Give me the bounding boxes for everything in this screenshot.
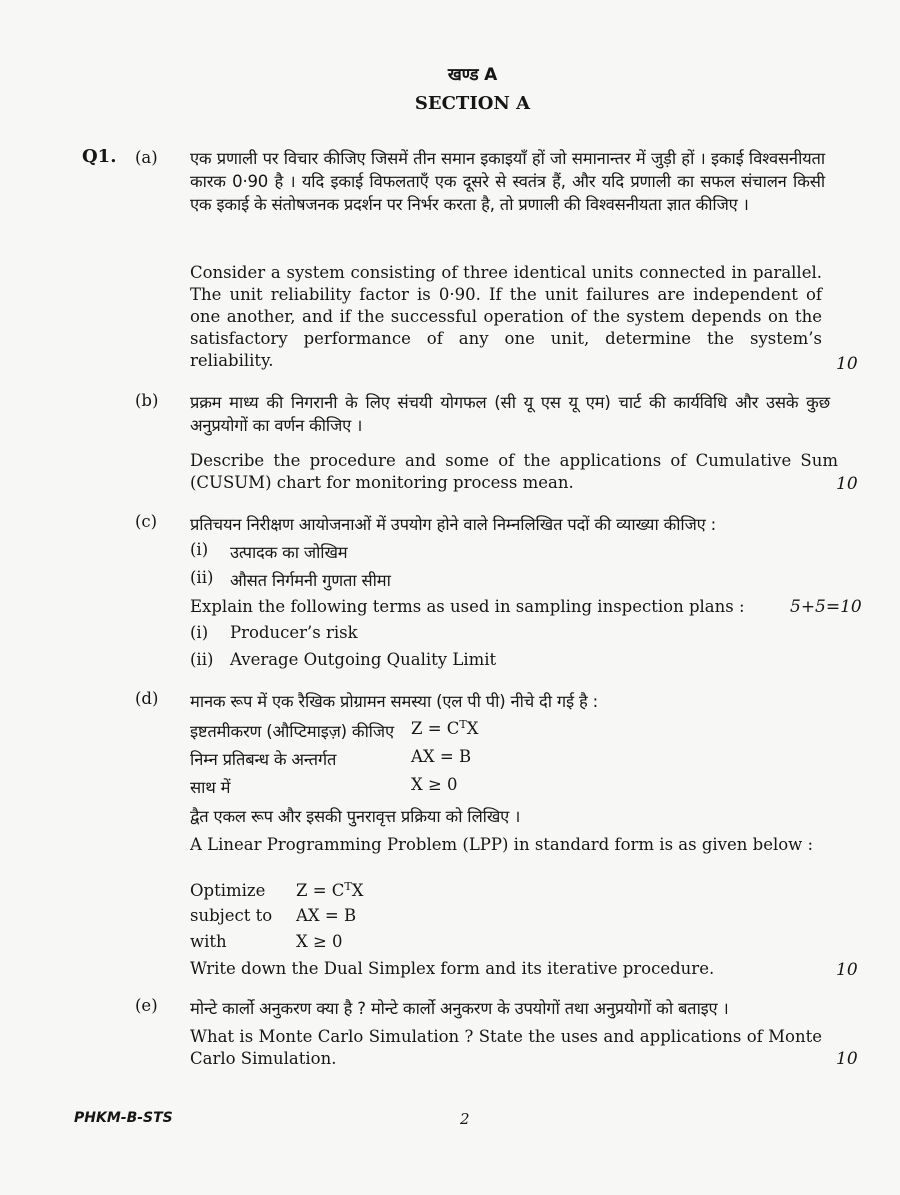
question-number: Q1. bbox=[82, 146, 117, 167]
part-d-english-row-2-right: AX = B bbox=[296, 906, 357, 925]
part-a-label: (a) bbox=[135, 148, 158, 167]
objective-rhs: X bbox=[466, 719, 479, 738]
part-c-english-item-num-2: (ii) bbox=[190, 650, 214, 669]
part-c-hindi-text: प्रतिचयन निरीक्षण आयोजनाओं में उपयोग होने वाले निम्नलिखित पदों की व्याख्या कीजिए : bbox=[190, 515, 716, 534]
part-c-label: (c) bbox=[135, 512, 158, 531]
part-d-hindi-tail: द्वैत एकल रूप और इसकी पुनरावृत्त प्रक्रिया को लिखिए । bbox=[190, 807, 521, 826]
part-e-english-text: What is Monte Carlo Simulation ? State the uses and applications of Monte Carlo Simulation. bbox=[190, 1027, 822, 1068]
part-d-english-row-3-left: with bbox=[190, 932, 227, 951]
part-d-hindi-row-1-left: इष्टतमीकरण (औप्टिमाइज़) कीजिए bbox=[190, 722, 394, 741]
part-c-hindi-item-1: उत्पादक का जोखिम bbox=[230, 543, 348, 562]
part-b-english-text: Describe the procedure and some of the applications of Cumulative Sum (CUSUM) chart for monitoring process mean. bbox=[190, 451, 838, 492]
part-a-english-text: Consider a system consisting of three identical units connected in parallel. The unit reliability factor is 0·90. If the unit failures are independent of one another, and if the successful operation of the system depends on the satisfactory performance of any one unit, determine the system’s reliability. bbox=[190, 263, 822, 370]
part-b-hindi-text: प्रक्रम माध्य की निगरानी के लिए संचयी योगफल (सी यू एस यू एम) चार्ट की कार्यविधि और उसके कुछ अनुप्रयोगों का वर्णन कीजिए । bbox=[190, 393, 830, 435]
section-heading-hindi: खण्ड A bbox=[447, 65, 498, 85]
part-d-hindi-text: मानक रूप में एक रैखिक प्रोग्रामन समस्या (एल पी पी) नीचे दी गई है : bbox=[190, 692, 598, 711]
part-d-english-row-2-left: subject to bbox=[190, 906, 273, 925]
part-d-english-row-3-right: X ≥ 0 bbox=[296, 932, 343, 951]
part-e-label: (e) bbox=[135, 996, 158, 1015]
part-d-english-row-1-left: Optimize bbox=[190, 881, 266, 900]
part-c-hindi-item-num-2: (ii) bbox=[190, 568, 214, 587]
part-c-hindi-item-2: औसत निर्गमनी गुणता सीमा bbox=[230, 571, 391, 590]
section-heading-english: SECTION A bbox=[414, 93, 531, 114]
page-number: 2 bbox=[460, 1110, 470, 1128]
part-a-marks: 10 bbox=[836, 354, 858, 374]
part-c-english-item-2: Average Outgoing Quality Limit bbox=[230, 650, 497, 669]
paper-code: PHKM-B-STS bbox=[74, 1110, 173, 1126]
part-a-hindi-text: एक प्रणाली पर विचार कीजिए जिसमें तीन समान इकाइयाँ हों जो समानान्तर में जुड़ी हों । इकाई विश्वसनीयता कारक 0·90 है । यदि इकाई विफलताएँ एक दूसरे से स्वतंत्र हैं, और यदि प्रणाली का सफल संचालन किसी एक इकाई के संतोषजनक प्रदर्शन पर निर्भर करता है, तो प्रणाली की विश्वसनीयता ज्ञात कीजिए । bbox=[190, 149, 825, 214]
part-c-marks: 5+5=10 bbox=[790, 597, 862, 617]
part-d-hindi-row-3-right: X ≥ 0 bbox=[411, 775, 458, 794]
part-c-english-text: Explain the following terms as used in sampling inspection plans : bbox=[190, 597, 745, 616]
part-d-marks: 10 bbox=[836, 960, 858, 980]
part-c-hindi-item-num-1: (i) bbox=[190, 540, 209, 559]
part-b-label: (b) bbox=[135, 391, 159, 410]
part-c-english-item-num-1: (i) bbox=[190, 623, 209, 642]
part-d-label: (d) bbox=[135, 689, 159, 708]
part-d-hindi-row-2-left: निम्न प्रतिबन्ध के अन्तर्गत bbox=[190, 750, 337, 769]
transpose-superscript-en: T bbox=[344, 880, 352, 893]
objective-lhs: Z = C bbox=[411, 719, 460, 738]
objective-rhs-en: X bbox=[351, 881, 364, 900]
part-c-english-item-1: Producer’s risk bbox=[230, 623, 358, 642]
part-d-hindi-row-2-right: AX = B bbox=[411, 747, 472, 766]
part-e-marks: 10 bbox=[836, 1049, 858, 1069]
part-d-english-row-1-right bbox=[296, 881, 364, 900]
part-b-marks: 10 bbox=[836, 474, 858, 494]
part-e-hindi-text: मोन्टे कार्लो अनुकरण क्या है ? मोन्टे कार्लो अनुकरण के उपयोगों तथा अनुप्रयोगों को बताइए । bbox=[190, 999, 729, 1018]
part-d-english-text: A Linear Programming Problem (LPP) in standard form is as given below : bbox=[190, 835, 814, 854]
part-d-english-tail: Write down the Dual Simplex form and its iterative procedure. bbox=[190, 959, 715, 978]
part-d-hindi-row-1-right bbox=[411, 719, 479, 738]
part-d-hindi-row-3-left: साथ में bbox=[190, 778, 231, 797]
objective-lhs-en: Z = C bbox=[296, 881, 345, 900]
transpose-superscript: T bbox=[459, 718, 467, 731]
